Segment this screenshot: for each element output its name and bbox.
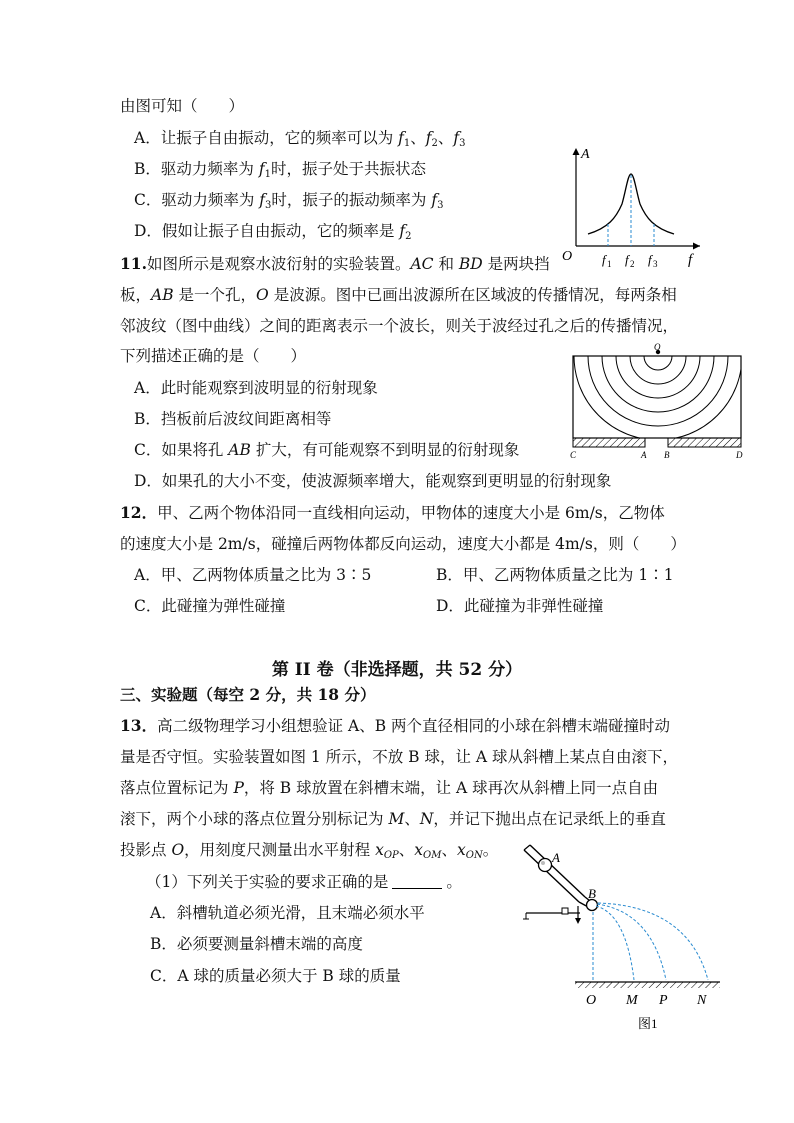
q10-option-c: C．驱动力频率为 $f_3$时，振子的振动频率为 $f_3$: [134, 191, 444, 211]
answer-blank[interactable]: [392, 874, 442, 889]
point-b-label: B: [664, 450, 670, 460]
point-c-label: C: [570, 450, 577, 460]
f1-subscript: 1: [607, 259, 612, 269]
point-a-label: A: [641, 450, 647, 460]
origin-label: O: [562, 249, 573, 264]
q12-line-2: 的速度大小是 2m/s，碰撞后两物体都反向运动，速度大小都是 4m/s，则（ ）: [120, 535, 686, 553]
f2-subscript: 2: [630, 259, 635, 269]
q10-option-a: A．让振子自由振动，它的频率可以为 $f_1$、$f_2$、$f_3$: [134, 129, 466, 149]
q13-option-b: B．必须要测量斜槽末端的高度: [150, 935, 363, 953]
collision-apparatus-figure: [540, 842, 740, 1036]
barrier-bd: [668, 438, 741, 447]
wave-diffraction-figure: [566, 342, 746, 462]
point-o-label: O: [586, 993, 597, 1008]
q13-line-5: 投影点 O，用刻度尺测量出水平射程 $x_{OP}$、$x_{OM}$、$x_{ON}$。: [120, 841, 499, 861]
f1-label: f: [602, 252, 606, 267]
ball-b-label: B: [588, 886, 596, 901]
source-label: O: [654, 342, 661, 352]
q13-option-c: C．A 球的质量必须大于 B 球的质量: [150, 967, 401, 985]
ball-a: [539, 859, 552, 872]
q11-option-b: B．挡板前后波纹间距离相等: [134, 410, 332, 428]
trajectory-m: [596, 906, 634, 980]
q11-line-2: 板，AB 是一个孔，O 是波源。图中已画出波源所在区域波的传播情况，每两条相: [120, 286, 677, 304]
f3-subscript: 3: [653, 259, 658, 269]
x-axis-arrow: [693, 243, 700, 250]
q13-sub-question-1: （1）下列关于实验的要求正确的是 。: [146, 873, 462, 891]
q11-line-4: 下列描述正确的是（ ）: [120, 347, 307, 365]
point-d-label: D: [736, 450, 743, 460]
wave-fronts: [574, 356, 742, 440]
f3-label: f: [648, 252, 652, 267]
q13-option-a: A．斜槽轨道必须光滑，且末端必须水平: [150, 904, 425, 922]
q11-line-1: 11.如图所示是观察水波衍射的实验装置。AC 和 BD 是两块挡: [120, 254, 550, 273]
support-bracket: [523, 906, 581, 924]
f2-label: f: [625, 252, 629, 267]
trajectories: [596, 903, 708, 980]
ball-a-label: A: [552, 850, 560, 865]
q12-option-a: A．甲、乙两物体质量之比为 3∶5: [134, 566, 372, 584]
q11-option-a: A．此时能观察到波明显的衍射现象: [134, 379, 378, 397]
q11-option-c: C．如果将孔 AB 扩大，有可能观察不到明显的衍射现象: [134, 441, 520, 459]
ball-a-highlight: [541, 861, 545, 865]
q11-option-d: D．如果孔的大小不变，使波源频率增大，能观察到更明显的衍射现象: [134, 472, 612, 490]
point-n-label: N: [697, 993, 707, 1008]
q13-line-3: 落点位置标记为 P，将 B 球放置在斜槽末端，让 A 球再次从斜槽上同一点自由: [120, 779, 659, 797]
trajectory-n: [598, 903, 708, 980]
barrier-ac: [573, 438, 645, 447]
resonance-curve-figure: [560, 144, 710, 270]
q13-line-2: 量是否守恒。实验装置如图 1 所示，不放 B 球，让 A 球从斜槽上某点自由滚下，: [120, 748, 679, 766]
point-p-label: P: [659, 993, 668, 1008]
figure-1-caption: 图1: [638, 1016, 658, 1031]
y-axis-label: A: [581, 147, 590, 162]
x-axis-label: f: [688, 252, 693, 268]
q12-option-b: B．甲、乙两物体质量之比为 1∶1: [436, 566, 674, 584]
q11-line-3: 邻波纹（图中曲线）之间的距离表示一个波长，则关于波经过孔之后的传播情况，: [120, 317, 679, 335]
q12-option-d: D．此碰撞为非弹性碰撞: [436, 597, 604, 615]
q13-line-1: 13．高二级物理学习小组想验证 A、B 两个直径相同的小球在斜槽末端碰撞时动: [120, 716, 671, 735]
q10-option-b: B．驱动力频率为 $f_1$时，振子处于共振状态: [134, 160, 426, 180]
q13-line-4: 滚下，两个小球的落点位置分别标记为 M、N，并记下抛出点在记录纸上的垂直: [120, 810, 666, 828]
q12-option-c: C．此碰撞为弹性碰撞: [134, 597, 286, 615]
ball-b: [587, 900, 598, 911]
part-2-title: 第 II 卷（非选择题，共 52 分）: [271, 660, 523, 680]
q10-stem: 由图可知（ ）: [120, 97, 245, 115]
q12-line-1: 12．甲、乙两个物体沿同一直线相向运动，甲物体的速度大小是 6m/s，乙物体: [120, 503, 665, 522]
q10-option-d: D．假如让振子自由振动，它的频率是 $f_2$: [134, 222, 412, 242]
trajectory-p: [597, 904, 666, 980]
y-axis-arrow: [573, 148, 580, 155]
point-m-label: M: [626, 993, 638, 1008]
floor-hatch: [575, 982, 720, 988]
section-3-heading: 三、实验题（每空 2 分，共 18 分）: [120, 685, 376, 704]
